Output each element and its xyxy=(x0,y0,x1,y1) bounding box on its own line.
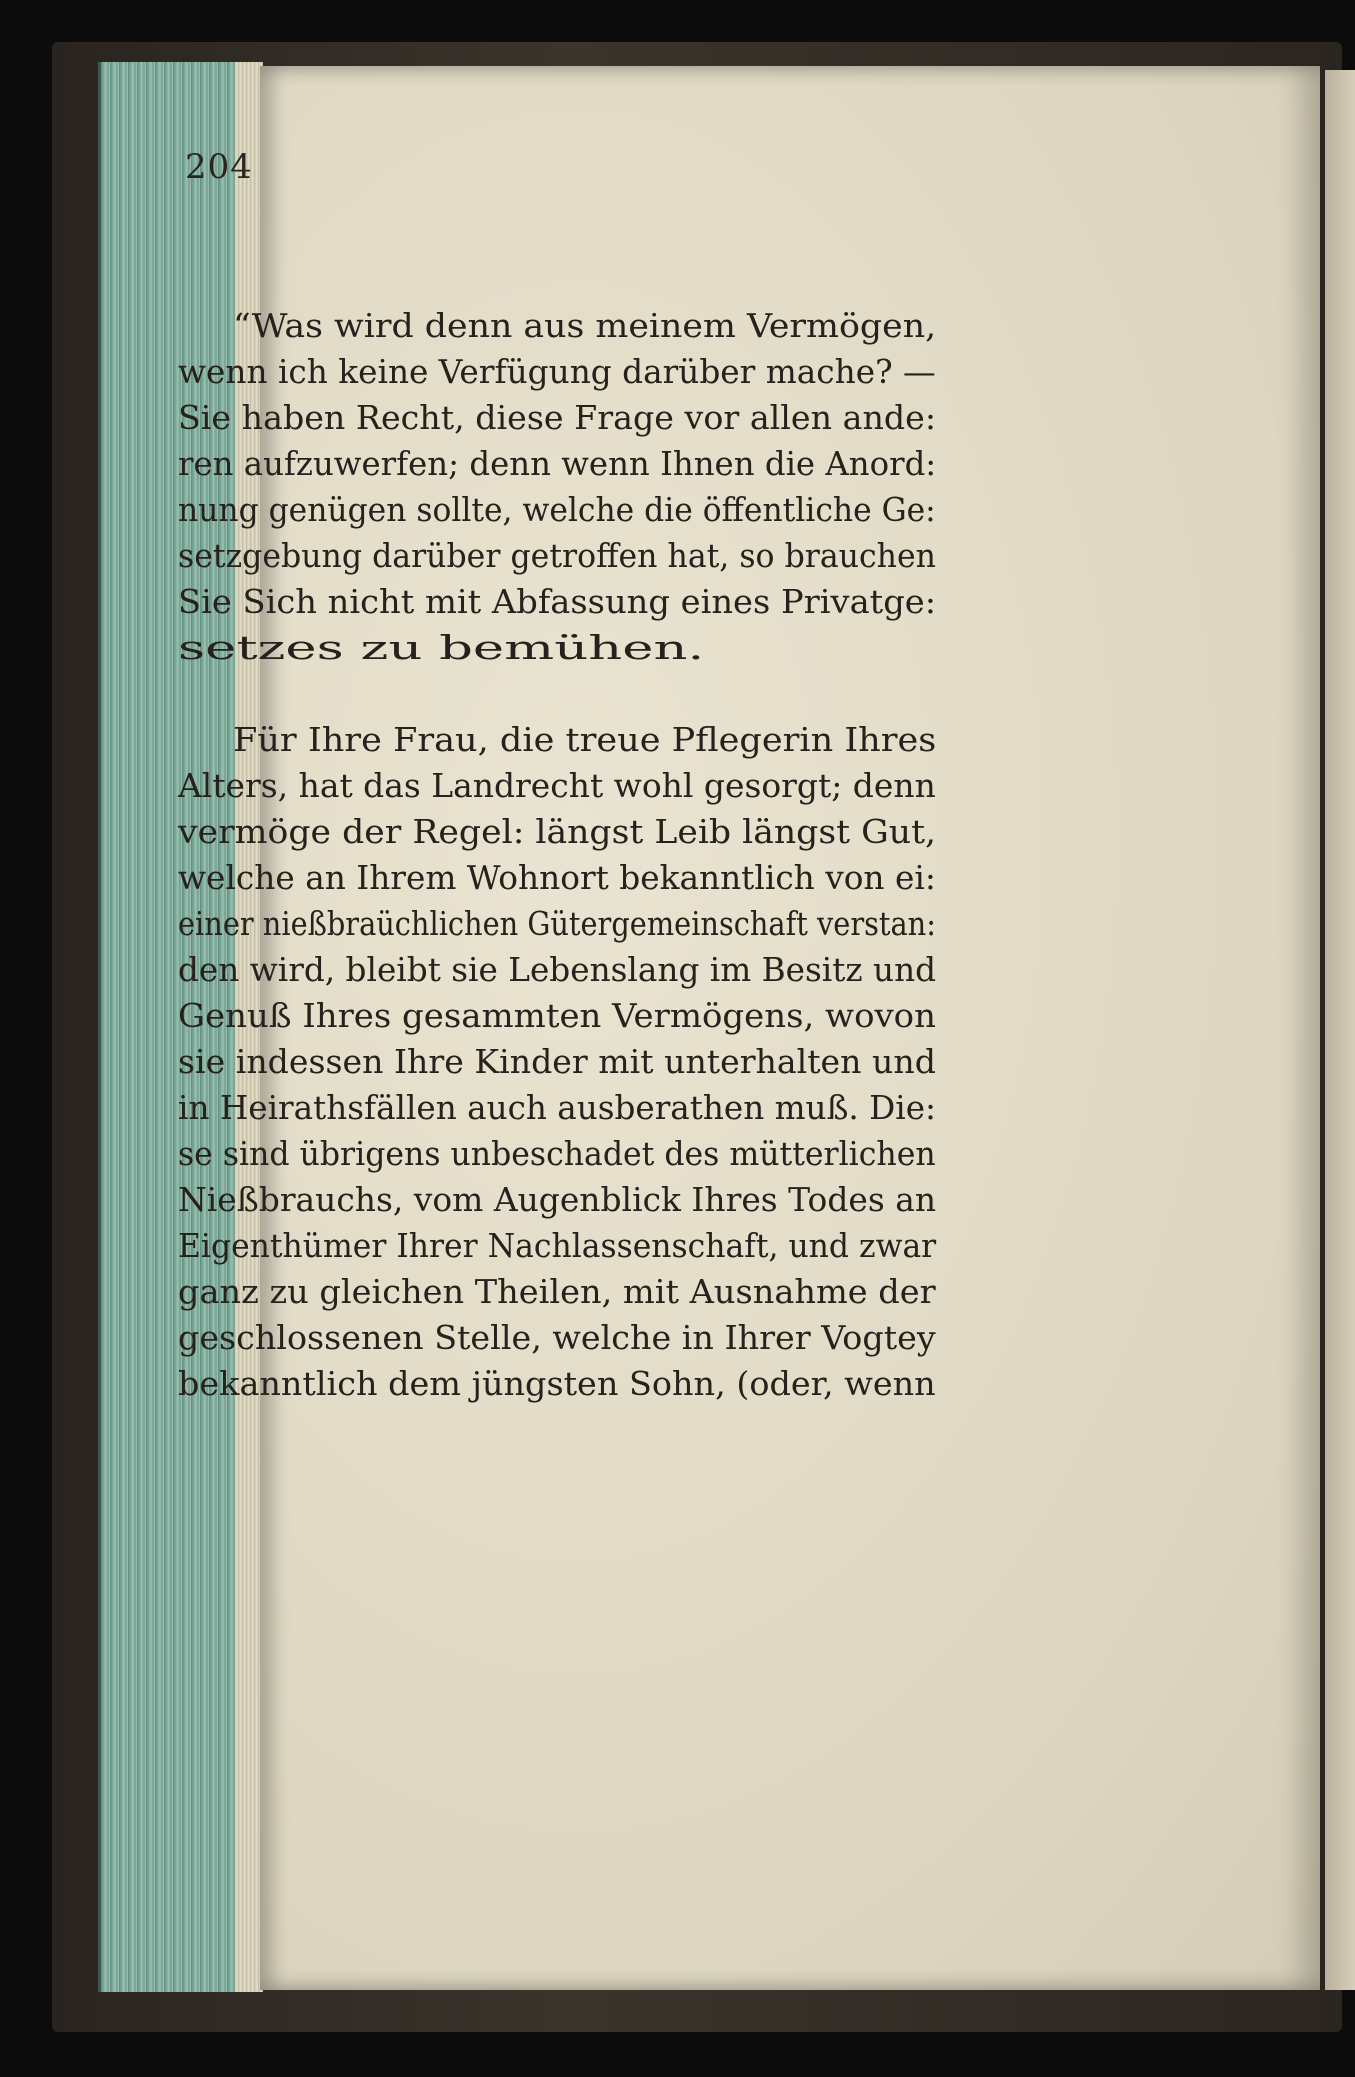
text-line: Alters, hat das Landrecht wohl gesorgt; denn xyxy=(178,766,936,805)
text-line: den wird, bleibt sie Lebenslang im Besitz und xyxy=(178,950,937,989)
text-line: wenn ich keine Verfügung darüber mache? — xyxy=(178,352,936,391)
text-line: Genuß Ihres gesammten Vermögens, wovon xyxy=(178,996,936,1035)
text-line: se sind übrigens unbeschadet des mütterlichen xyxy=(178,1134,936,1173)
text-line: Eigenthümer Ihrer Nachlassenschaft, und zwar xyxy=(178,1226,937,1265)
text-line: setzgebung darüber getroffen hat, so brauchen xyxy=(178,536,936,575)
text-line: bekanntlich dem jüngsten Sohn, (oder, wenn xyxy=(178,1364,936,1403)
text-line: nung genügen sollte, welche die öffentliche Ge: xyxy=(178,490,936,529)
text-line: Sie haben Recht, diese Frage vor allen ande: xyxy=(178,398,937,437)
text-line: ganz zu gleichen Theilen, mit Ausnahme der xyxy=(178,1272,936,1311)
text-line: Für Ihre Frau, die treue Pflegerin Ihres xyxy=(233,720,937,759)
page-number: 204 xyxy=(185,147,253,187)
text-line: einer nießbraüchlichen Gütergemeinschaft verstan: xyxy=(178,904,936,943)
text-line: in Heirathsfällen auch ausberathen muß. Die: xyxy=(178,1088,937,1127)
text-line: vermöge der Regel: längst Leib längst Gut, xyxy=(178,812,937,851)
text-line: sie indessen Ihre Kinder mit unterhalten und xyxy=(178,1042,936,1081)
text-line: welche an Ihrem Wohnort bekanntlich von ei: xyxy=(178,858,936,897)
text-line: “Was wird denn aus meinem Vermögen, xyxy=(233,306,937,345)
text-line: ren aufzuwerfen; denn wenn Ihnen die Anord: xyxy=(178,444,937,483)
text-line: setzes zu bemühen. xyxy=(178,628,705,667)
text-line: Nießbrauchs, vom Augenblick Ihres Todes an xyxy=(178,1180,937,1219)
text-line: geschlossenen Stelle, welche in Ihrer Vogtey xyxy=(178,1318,936,1357)
next-page-edge xyxy=(1325,70,1355,1990)
text-line: Sie Sich nicht mit Abfassung eines Privatge: xyxy=(178,582,937,621)
